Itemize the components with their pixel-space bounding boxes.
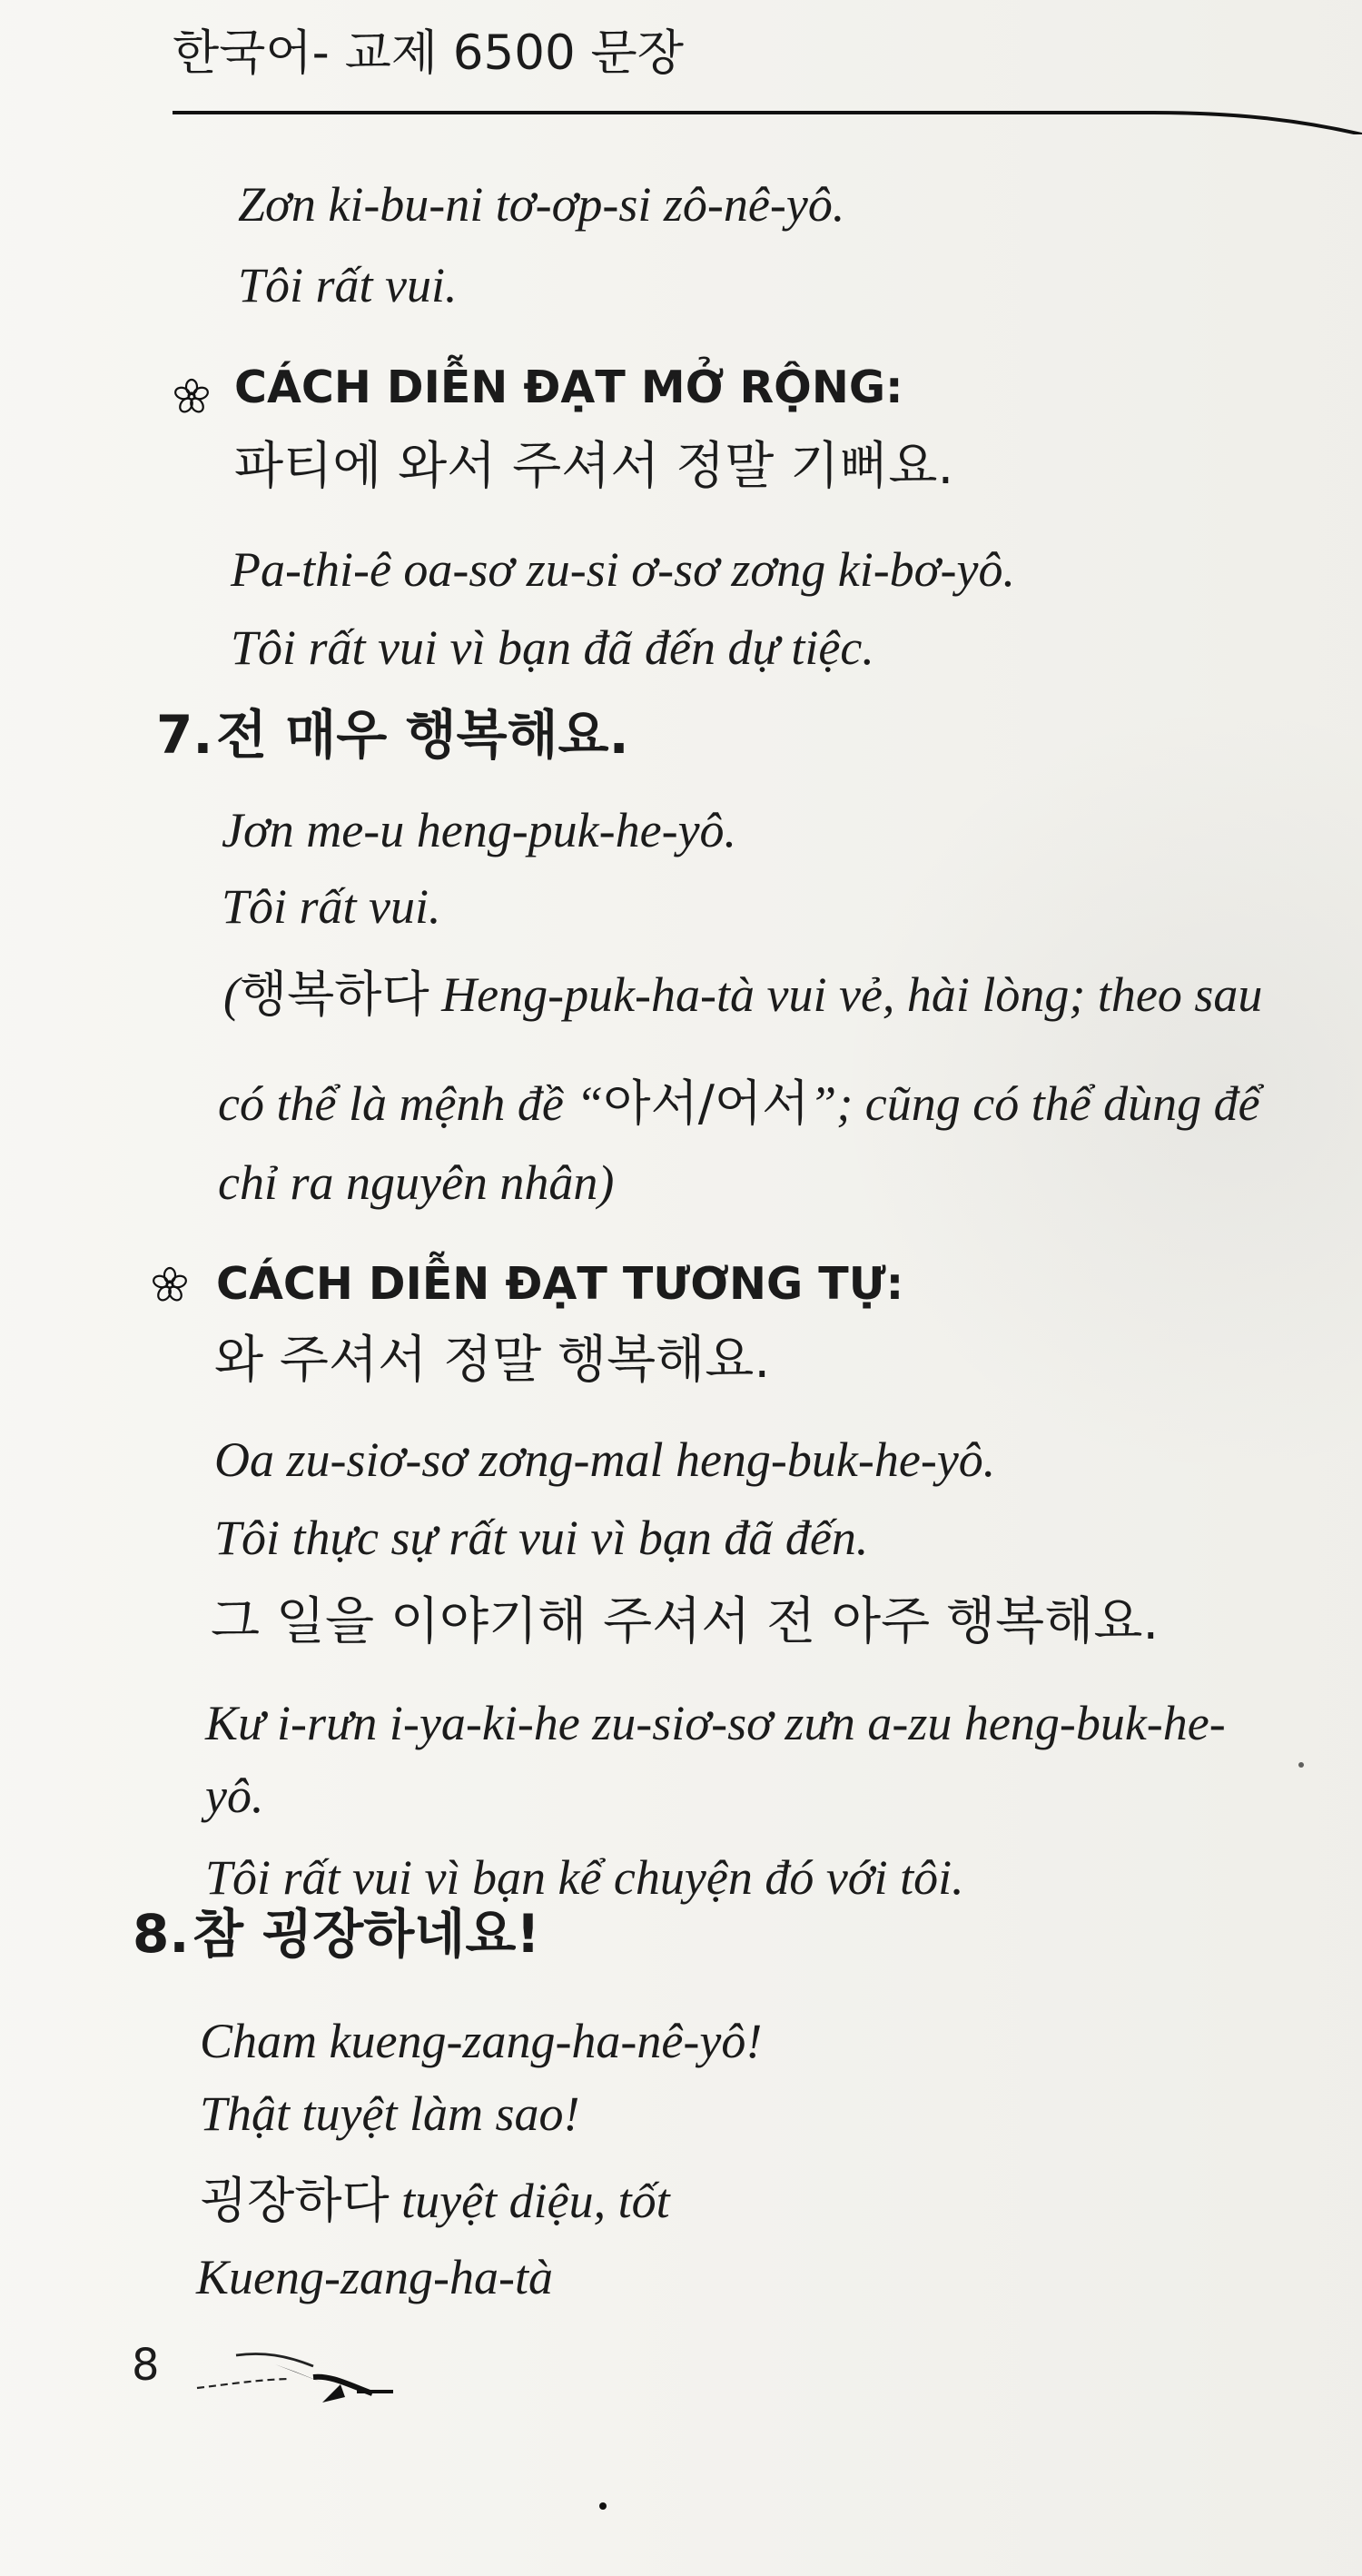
note-line-2-start: có thể là mệnh đề “ (218, 1076, 604, 1131)
similar-romanized-2-line-2: yô. (205, 1769, 264, 1823)
item-7-korean: 전 매우 행복해요. (216, 704, 629, 766)
similar-vietnamese-1: Tôi thực sự rất vui vì bạn đã đến. (214, 1511, 869, 1565)
similar-romanized-2-line-1: Kư i-rưn i-ya-ki-he zu-siơ-sơ zưn a-zu heng-buk-he- (205, 1696, 1226, 1750)
speck-mark (599, 2502, 607, 2510)
item-8-romanized: Cham kueng-zang-ha-nê-yô! (200, 2014, 763, 2068)
flower-icon (173, 377, 211, 415)
flower-icon (151, 1265, 189, 1303)
similar-vietnamese-2: Tôi rất vui vì bạn kể chuyện đó với tôi. (205, 1850, 964, 1905)
note-open-paren: ( (223, 967, 240, 1022)
similar-korean-1: 와 주셔서 정말 행복해요. (214, 1331, 771, 1390)
item-8-korean: 참 굉장하네요! (192, 1903, 540, 1965)
intro-romanized: Zơn ki-bu-ni tơ-ơp-si zô-nê-yô. (238, 177, 845, 232)
note-line-1-text: Heng-puk-ha-tà vui vẻ, hài lòng; theo sau (429, 967, 1263, 1022)
note-line-2-korean: 아서/어서 (603, 1075, 810, 1132)
item-7-note-line-1 (223, 966, 1263, 1023)
similar-heading: CÁCH DIỄN ĐẠT TƯƠNG TỰ: (216, 1258, 904, 1310)
header-rule (173, 109, 1362, 134)
intro-vietnamese: Tôi rất vui. (238, 258, 458, 312)
similar-romanized-1: Oa zu-siơ-sơ zơng-mal heng-buk-he-yô. (214, 1432, 996, 1487)
expanded-korean: 파티에 와서 주셔서 정말 기뻐요. (234, 437, 954, 496)
item-8-note-romanized: Kueng-zang-ha-tà (196, 2250, 553, 2304)
item-8-note (200, 2172, 670, 2229)
item-8-note-korean: 굉장하다 (200, 2172, 390, 2229)
note-korean-word: 행복하다 (239, 966, 429, 1023)
note-line-2-end: ”; cũng có thể dùng để (809, 1076, 1260, 1131)
speck-mark (1298, 1762, 1304, 1768)
item-8-vietnamese: Thật tuyệt làm sao! (200, 2086, 580, 2141)
item-8-note-text: tuyệt diệu, tốt (389, 2174, 670, 2228)
item-8-number: 8. (133, 1903, 190, 1965)
page-header: 한국어- 교제 6500 문장 (173, 25, 684, 81)
expanded-romanized: Pa-thi-ê oa-sơ zu-si ơ-sơ zơng ki-bơ-yô. (231, 542, 1015, 597)
item-7-romanized: Jơn me-u heng-puk-he-yô. (222, 803, 737, 857)
pen-flourish-icon (186, 2339, 395, 2412)
item-7-vietnamese: Tôi rất vui. (222, 879, 441, 934)
similar-korean-2: 그 일을 이야기해 주셔서 전 아주 행복해요. (211, 1592, 1160, 1651)
item-7-note-line-3: chỉ ra nguyên nhân) (218, 1155, 615, 1210)
page-number: 8 (132, 2340, 160, 2391)
item-7-note-line-2 (218, 1075, 1260, 1132)
expanded-heading: CÁCH DIỄN ĐẠT MỞ RỘNG: (234, 362, 903, 413)
expanded-vietnamese: Tôi rất vui vì bạn đã đến dự tiệc. (231, 620, 874, 675)
item-7-number: 7. (156, 704, 213, 766)
